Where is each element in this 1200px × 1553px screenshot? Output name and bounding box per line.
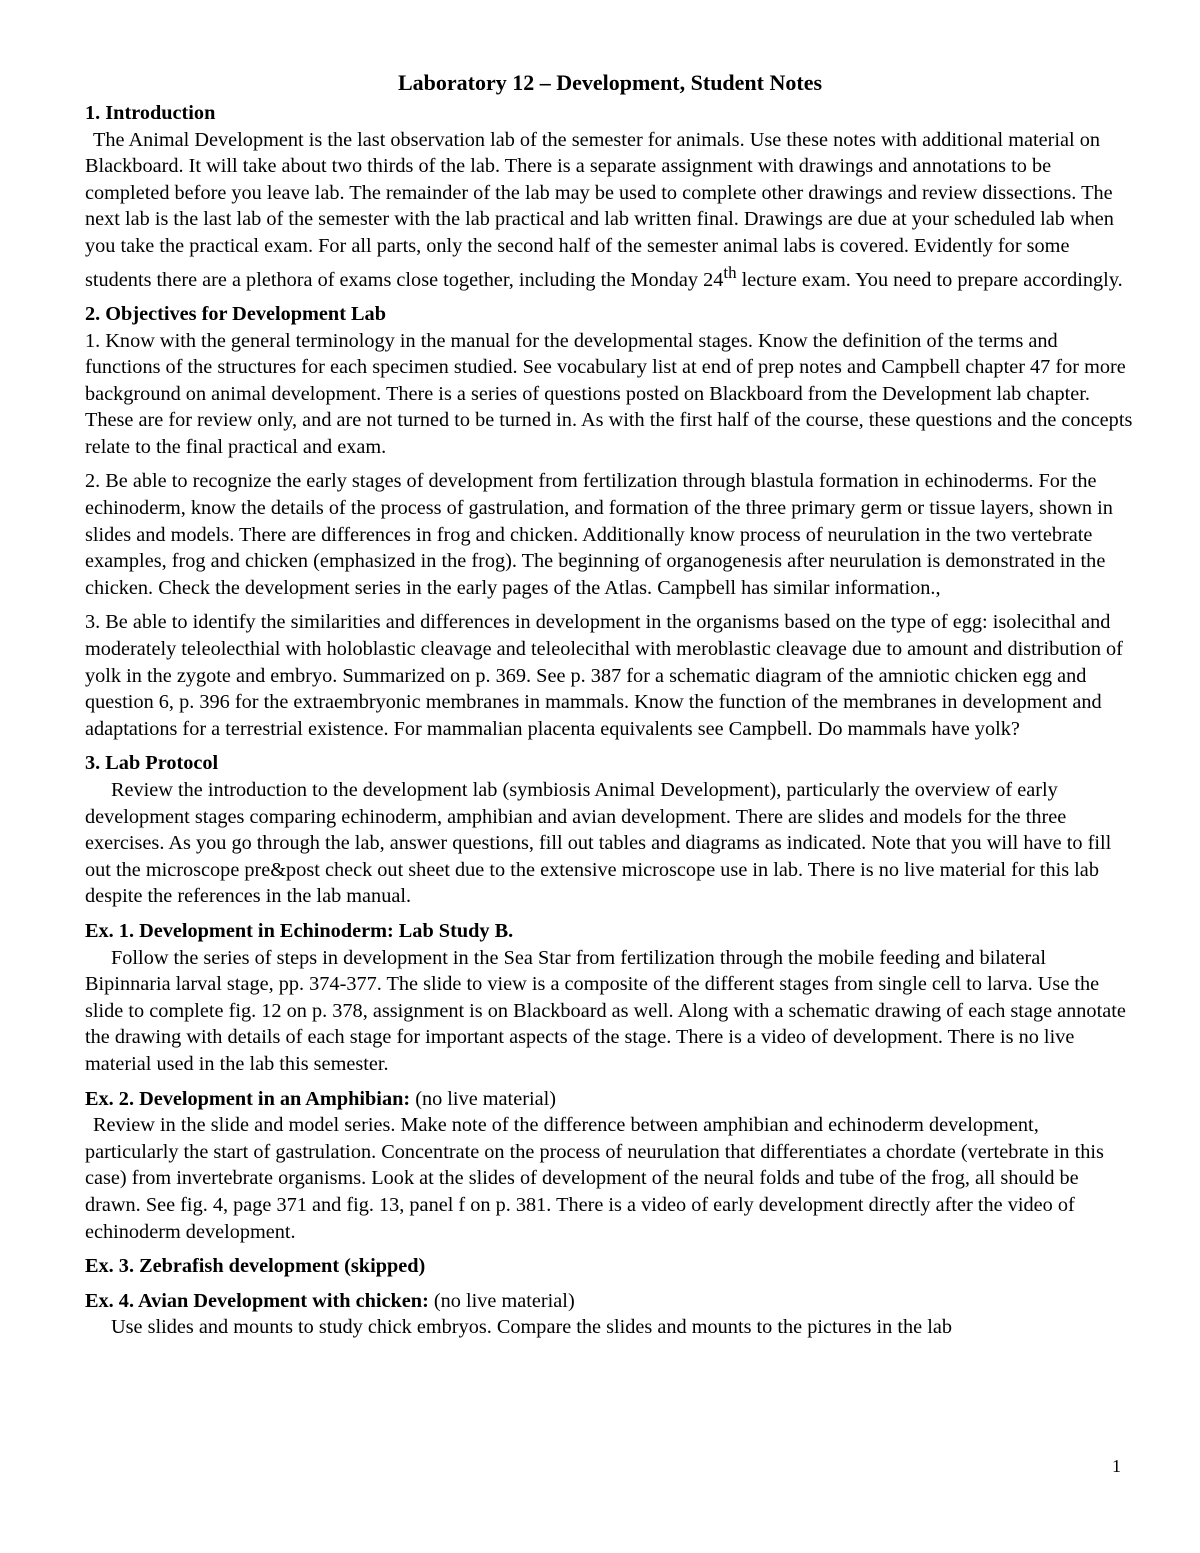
section-heading — [85, 1288, 1135, 1315]
section-body: Follow the series of steps in development in the Sea Star from fertilization through the mobile feeding and bilateral Bipinnaria larval stage, pp. 374-377. The slide to view is a composite of the different stages from single cell to larva. Use the slide to complete fig. 12 on p. 378, assignment is on Blackboard as well. Along with a schematic drawing of each stage annotate the drawing with details of each stage for important aspects of the stage. There is a video of development. There is no live material used in the lab this semester. — [85, 946, 1126, 1075]
section-heading: Ex. 1. Development in Echinoderm: Lab Study B. — [85, 919, 514, 942]
section-objectives — [85, 301, 1135, 743]
section-exercise-1 — [85, 918, 1135, 1078]
section-heading — [85, 1086, 1135, 1113]
section-heading: 3. Lab Protocol — [85, 752, 219, 775]
section-exercise-3 — [85, 1253, 1135, 1280]
section-body — [85, 127, 1135, 293]
page-number: 1 — [1112, 1456, 1121, 1476]
superscript: th — [723, 262, 737, 282]
section-exercise-4 — [85, 1288, 1135, 1341]
section-introduction — [85, 100, 1135, 293]
section-body: Review in the slide and model series. Make note of the difference between amphibian and echinoderm development, particularly the start of gastrulation. Concentrate on the process of neurulation that differentiates a chordate (vertebrate in this case) from invertebrate organisms. Look at the slides of development of the neural folds and tube of the frog, all should be drawn. See fig. 4, page 371 and fig. 13, panel f on p. 381. There is a video of early development directly after the video of echinoderm development. — [85, 1114, 1104, 1243]
section-heading: Ex. 3. Zebrafish development (skipped) — [85, 1255, 426, 1278]
objective-item: 1. Know with the general terminology in the manual for the developmental stages. Know the definition of the terms and functions of the structures for each specimen studied. See vocabulary list at end of prep notes and Campbell chapter 47 for more background on animal development. There is a series of questions posted on Blackboard from the Development lab chapter. These are for review only, and are not turned to be turned in. As with the first half of the course, these questions and the concepts relate to the final practical and exam. — [85, 329, 1133, 458]
document-page — [85, 68, 1135, 1341]
objective-item: 3. Be able to identify the similarities and differences in development in the organisms based on the type of egg: isolecithal and moderately teleolecthial with holoblastic cleavage and teleolecithal with meroblastic cleavage due to amount and distribution of yolk in the zygote and embryo. Summarized on p. 369. See p. 387 for a schematic diagram of the amniotic chicken egg and question 6, p. 396 for the extraembryonic membranes in mammals. Know the function of the membranes in development and adaptations for a terrestrial existence. For mammalian placenta equivalents see Campbell. Do mammals have yolk? — [85, 611, 1123, 740]
section-lab-protocol — [85, 750, 1135, 910]
body-text: lecture exam. You need to prepare accordingly. — [736, 268, 1123, 291]
heading-text: Ex. 4. Avian Development with chicken: — [85, 1289, 429, 1312]
section-heading: 1. Introduction — [85, 102, 216, 124]
section-heading: 2. Objectives for Development Lab — [85, 302, 386, 325]
section-exercise-2 — [85, 1086, 1135, 1246]
heading-note: (no live material) — [428, 1289, 575, 1312]
heading-note: (no live material) — [410, 1087, 556, 1110]
body-text: The Animal Development is the last observation lab of the semester for animals. Use these notes with additional material on Blackboard. It will take about two thirds of the lab. There is a separate assignment with drawings and annotations to be completed before you leave lab. The remainder of the lab may be used to complete other drawings and review dissections. The next lab is the last lab of the semester with the lab practical and lab written final. Drawings are due at your scheduled lab when you take the practical exam. For all parts, only the second half of the semester animal labs is covered. Evidently for some students there are a plethora of exams close together, including the Monday 24 — [85, 128, 1114, 291]
document-title: Laboratory 12 – Development, Student Notes — [397, 70, 823, 95]
section-body: Review the introduction to the development lab (symbiosis Animal Development), particularly the overview of early development stages comparing echinoderm, amphibian and avian development. There are slides and models for the three exercises. As you go through the lab, answer questions, fill out tables and diagrams as indicated. Note that you will have to fill out the microscope pre&post check out sheet due to the extensive microscope use in lab. There is no live material for this lab despite the references in the lab manual. — [85, 779, 1112, 908]
section-body: Use slides and mounts to study chick embryos. Compare the slides and mounts to the pictures in the lab — [111, 1316, 952, 1339]
heading-text: Ex. 2. Development in an Amphibian: — [85, 1087, 411, 1110]
objective-item: 2. Be able to recognize the early stages of development from fertilization through blastula formation in echinoderms. For the echinoderm, know the details of the process of gastrulation, and formation of the three primary germ or tissue layers, shown in slides and models. There are differences in frog and chicken. Additionally know process of neurulation in the two vertebrate examples, frog and chicken (emphasized in the frog). The beginning of organogenesis after neurulation is demonstrated in the chicken. Check the development series in the early pages of the Atlas. Campbell has similar information., — [85, 470, 1113, 599]
